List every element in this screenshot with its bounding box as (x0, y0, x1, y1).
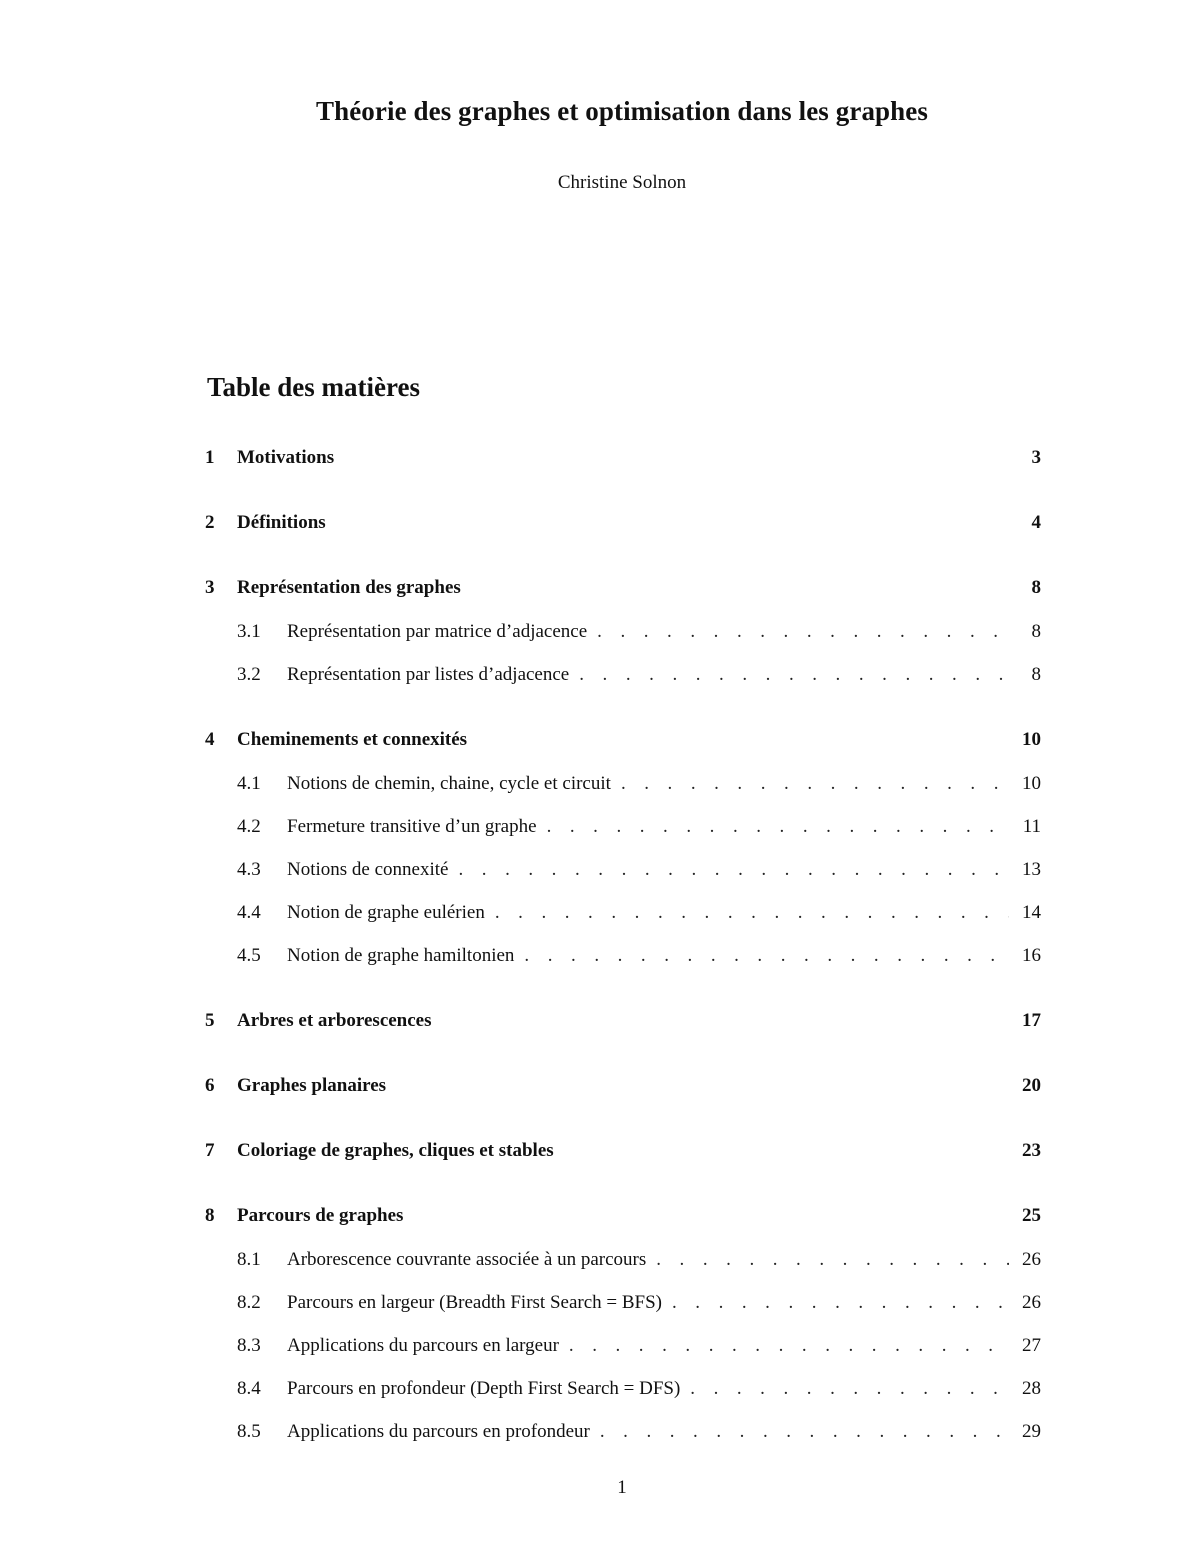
toc-entry-title: Parcours en profondeur (Depth First Search = DFS) (287, 1378, 681, 1399)
toc-entry-page: 8 (1031, 664, 1041, 685)
toc-entry-number: 3.1 (237, 621, 261, 642)
toc-entry-page: 10 (1022, 729, 1041, 750)
toc-entry-title: Définitions (237, 512, 326, 533)
toc-entry-page: 10 (1022, 773, 1041, 794)
toc-entry-page: 29 (1022, 1421, 1041, 1442)
toc-heading: Table des matières (207, 372, 420, 402)
toc-entry-page: 28 (1022, 1378, 1041, 1399)
toc-dot-leader (690, 1375, 1009, 1403)
toc-section-entry[interactable] (205, 574, 1041, 602)
document-title: Théorie des graphes et optimisation dans les graphes (316, 96, 928, 126)
toc-entry-number: 4.3 (237, 859, 261, 880)
toc-dot-leader (547, 813, 1009, 841)
toc-entry-number: 3 (205, 577, 215, 598)
toc-entry-title: Arbres et arborescences (237, 1010, 432, 1031)
toc-entry-page: 8 (1031, 621, 1041, 642)
toc-entry-title: Parcours en largeur (Breadth First Search = BFS) (287, 1292, 662, 1313)
toc-section-entry[interactable] (205, 726, 1041, 754)
toc-entry-title: Notions de connexité (287, 859, 449, 880)
toc-dot-leader (656, 1246, 1009, 1274)
toc-section-entry[interactable] (205, 444, 1041, 472)
toc-entry-page: 26 (1022, 1292, 1041, 1313)
toc-entry-title: Arborescence couvrante associée à un parcours (287, 1249, 647, 1270)
toc-dot-leader (458, 856, 1009, 884)
page-number: 1 (617, 1477, 627, 1498)
toc-section-entry[interactable] (205, 1137, 1041, 1165)
toc-entry-number: 4.5 (237, 945, 261, 966)
toc-entry-number: 8.2 (237, 1292, 261, 1313)
toc-entry-number: 8.3 (237, 1335, 261, 1356)
toc-entry-page: 8 (1031, 577, 1041, 598)
toc-entry-page: 13 (1022, 859, 1041, 880)
toc-entry-title: Coloriage de graphes, cliques et stables (237, 1140, 554, 1161)
toc-subsection-entry[interactable] (205, 1289, 1041, 1317)
document-author: Christine Solnon (557, 172, 687, 193)
toc-dot-leader (524, 942, 1009, 970)
toc-subsection-entry[interactable] (205, 1246, 1041, 1274)
toc-entry-number: 4 (205, 729, 215, 750)
toc-entry-page: 26 (1022, 1249, 1041, 1270)
toc-section-entry[interactable] (205, 509, 1041, 537)
toc-entry-title: Parcours de graphes (237, 1205, 404, 1226)
toc-entry-number: 4.1 (237, 773, 261, 794)
toc-subsection-entry[interactable] (205, 1375, 1041, 1403)
toc-entry-title: Graphes planaires (237, 1075, 387, 1096)
toc-entry-title: Fermeture transitive d’un graphe (287, 816, 537, 837)
toc-dot-leader (621, 770, 1009, 798)
toc-entry-number: 7 (205, 1140, 215, 1161)
toc-entry-page: 25 (1022, 1205, 1041, 1226)
toc-entry-number: 4.2 (237, 816, 261, 837)
toc-entry-number: 5 (205, 1010, 215, 1031)
toc-entry-number: 4.4 (237, 902, 261, 923)
toc-entry-page: 3 (1031, 447, 1041, 468)
toc-subsection-entry[interactable] (205, 1332, 1041, 1360)
toc-dot-leader (600, 1418, 1009, 1446)
toc-dot-leader (579, 661, 1009, 689)
toc-dot-leader (672, 1289, 1009, 1317)
toc-entry-title: Cheminements et connexités (237, 729, 468, 750)
toc-entry-page: 17 (1022, 1010, 1041, 1031)
toc-entry-page: 27 (1022, 1335, 1041, 1356)
toc-dot-leader (569, 1332, 1009, 1360)
toc-dot-leader (495, 899, 1009, 927)
toc-subsection-entry[interactable] (205, 813, 1041, 841)
toc-subsection-entry[interactable] (205, 1418, 1041, 1446)
toc-subsection-entry[interactable] (205, 856, 1041, 884)
toc-entry-title: Représentation par matrice d’adjacence (287, 621, 588, 642)
toc-entry-page: 16 (1022, 945, 1041, 966)
toc-entry-title: Représentation des graphes (237, 577, 461, 598)
toc-subsection-entry[interactable] (205, 770, 1041, 798)
toc-entry-number: 8 (205, 1205, 215, 1226)
toc-section-entry[interactable] (205, 1072, 1041, 1100)
toc-entry-page: 4 (1031, 512, 1041, 533)
toc-subsection-entry[interactable] (205, 661, 1041, 689)
toc-entry-title: Notions de chemin, chaine, cycle et circuit (287, 773, 611, 794)
toc-entry-title: Applications du parcours en largeur (287, 1335, 559, 1356)
toc-entry-number: 3.2 (237, 664, 261, 685)
toc-entry-title: Notion de graphe eulérien (287, 902, 485, 923)
toc-section-entry[interactable] (205, 1202, 1041, 1230)
toc-entry-number: 8.4 (237, 1378, 261, 1399)
toc-entry-number: 2 (205, 512, 215, 533)
toc-subsection-entry[interactable] (205, 942, 1041, 970)
toc-entry-number: 1 (205, 447, 215, 468)
toc-section-entry[interactable] (205, 1007, 1041, 1035)
toc-entry-number: 8.5 (237, 1421, 261, 1442)
toc-entry-number: 6 (205, 1075, 215, 1096)
toc-entry-page: 11 (1022, 816, 1041, 837)
toc-entry-page: 23 (1022, 1140, 1041, 1161)
toc-entry-title: Motivations (237, 447, 335, 468)
toc-subsection-entry[interactable] (205, 899, 1041, 927)
toc-entry-page: 14 (1022, 902, 1041, 923)
toc-subsection-entry[interactable] (205, 618, 1041, 646)
toc-entry-title: Représentation par listes d’adjacence (287, 664, 570, 685)
toc-entry-page: 20 (1022, 1075, 1041, 1096)
toc-entry-number: 8.1 (237, 1249, 261, 1270)
toc-entry-title: Notion de graphe hamiltonien (287, 945, 515, 966)
toc-dot-leader (597, 618, 1009, 646)
toc-entry-title: Applications du parcours en profondeur (287, 1421, 590, 1442)
